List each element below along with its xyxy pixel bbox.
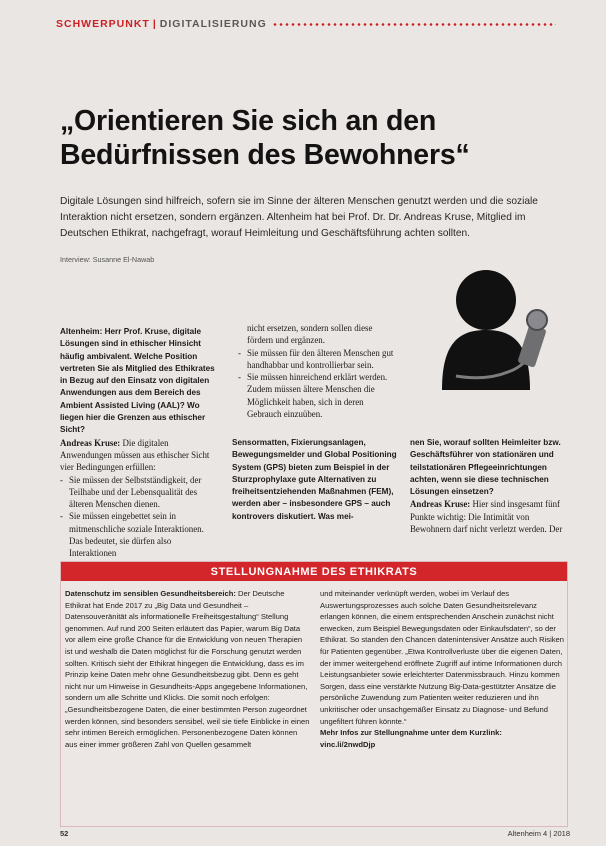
info-box-left-text: Der Deutsche Ethikrat hat Ende 2017 zu „Big Data und Gesundheit – Datensouveränität als informationelle Freiheitsgestaltung“ Stellung genommen. Auf rund 200 Seiten erläutert das Papier, warum Big Data vor allem eine große Chance für die Entwicklung von neuen Therapien ist und weshalb die Daten möglichst für die Forschung genutzt werden sollten. Kritisch sieht der Ethikrat hingegen die Entwicklung, dass es im Prinzip keine Daten mehr ohne Gesundheitsbezug gibt. Denn es geht nicht nur um Hinweise in Gesundheits-Apps angegebene Informationen, sondern um alle Schritte und Klicks. Die somit noch erfolgen: „Gesundheitsbezogene Daten, die einer bestimmten Person zugeordnet werden können, sind besonders sensibel, weil sie tiefe Einblicke in einen sehr intimen Bereich ermöglichen. Personenbezogene Daten können aus einer immer größeren Zahl von Quellen gesammelt (65, 589, 310, 749)
answer-1-list (60, 474, 218, 560)
answer-1-list-continued (238, 347, 398, 421)
section-separator: | (152, 18, 157, 30)
info-box-right-text: und miteinander verknüpft werden, wobei im Verlauf des Auswertungsprozesses auch solche Daten Gesundheitsrelevanz erlangen können, die einem entsprechenden Anschein zunächst nicht erwecken, zum Beispiel Bewegungsdaten oder Einkaufsdaten“, so der Ethikrat. So standen den Chancen datenintensiver Ansätze auch Risiken für Patienten gegenüber. „Etwa Kontrollverluste über die eigenen Daten, der immer weitergehend eröffnete Zugriff auf intime Informationen durch Leistungsanbieter sowie erleichterter Datenmissbrauch. Hinzu kommen Sorgen, dass eine verstärkte Nutzung Big-Data-gestützter Ansätze die persönliche Zuwendung zum Patienten weiter reduzieren und ihn unkritischer oder unsachgemäßer Einsatz zu Diagnose- und Befund ungefiltert führen könnte.“ (320, 589, 564, 726)
question-2-continued: nen Sie, worauf sollten Heimleiter bzw. Geschäftsführer von stationären und teilstationären Pflegeeinrichtungen achten, wenn sie diese technischen Lösungen einsetzen? (410, 438, 561, 497)
interviewee-silhouette-icon (428, 262, 564, 392)
section-kicker: SCHWERPUNKT (56, 18, 150, 30)
info-box-lead: Datenschutz im sensiblen Gesundheitsbereich: (65, 589, 236, 598)
page-footer (60, 829, 570, 841)
interview-column-3 (232, 437, 398, 523)
section-header (56, 14, 556, 34)
info-box (60, 561, 568, 827)
list-item: - Sie müssen eingebettet sein in mitmenschliche soziale Interaktionen. Das bedeutet, sie dürfen also Interaktionen (60, 510, 218, 559)
info-box-more: Mehr Infos zur Stellungnahme unter dem Kurzlink: (320, 728, 502, 738)
answer-2-text: Hier sind insgesamt fünf Punkte wichtig: Die Intimität von Bewohnern darf nicht verletzt werden. Der (410, 499, 563, 535)
info-box-right-column (320, 588, 565, 750)
magazine-issue: Altenheim 4 | 2018 (507, 829, 570, 838)
article-lead: Digitale Lösungen sind hilfreich, sofern sie im Sinne der älteren Menschen genutzt werden und die soziale Interaktion nicht ersetzen, sondern ergänzen. Altenheim hat bei Prof. Dr. Dr. Andreas Kruse, Mitglied im Deutschen Ethikrat, nachgefragt, worauf Heimleitung und Geschäftsführung achten sollten. (60, 196, 538, 240)
interview-column-4 (410, 437, 572, 535)
answer-1 (60, 437, 218, 474)
interview-column-2 (238, 322, 398, 420)
section-subtitle: DIGITALISIERUNG (159, 18, 267, 30)
article-headline: „Orientieren Sie sich an den Bedürfnissen des Bewohners“ (60, 105, 470, 171)
answer-1-continued: nicht ersetzen, sondern sollen diese fördern und ergänzen. (247, 323, 373, 346)
info-box-link[interactable]: vinc.li/2nwdDjp (320, 739, 376, 749)
answer-1-text: Die digitalen Anwendungen müssen aus ethischer Sicht vier Bedingungen erfüllen: (60, 437, 210, 473)
interview-column-1 (60, 326, 218, 560)
list-item: - Sie müssen der Selbstständigkeit, der Teilhabe und der Lebensqualität des älteren Menschen dienen. (60, 474, 218, 511)
article-byline: Interview: Susanne El-Nawab (60, 255, 155, 264)
info-box-left-column (65, 588, 310, 750)
question-1: Altenheim: Herr Prof. Kruse, digitale Lösungen sind in ethischer Hinsicht häufig ambivalent. Welche Position vertreten Sie als Mitglied des Ethikrates in Bezug auf den Einsatz von digitalen Anwendungen aus dem Bereich des Ambient Assisted Living (AAL)? Wo liegen hier die Grenzen aus ethischer Sicht? (60, 327, 215, 435)
answer-2-speaker: Andreas Kruse: (410, 499, 471, 510)
answer-2 (410, 498, 572, 535)
list-item: - Sie müssen für den älteren Menschen gut handhabbar und kontrollierbar sein. (238, 347, 398, 372)
answer-1-speaker: Andreas Kruse: (60, 437, 121, 448)
list-item: - Sie müssen hinreichend erklärt werden. Zudem müssen ältere Menschen die Möglichkeit haben, sich in deren Gebrauch einzuüben. (238, 371, 398, 420)
question-2: Sensormatten, Fixierungsanlagen, Bewegungsmelder und Global Positioning System (GPS) bieten zum Beispiel in der Sturzprophylaxe gute Alternativen zu freiheitsentziehenden Maßnahmen (FEM), werden aber – insbesondere GPS – auch kontrovers diskutiert. Was mei- (232, 438, 397, 521)
info-box-title: STELLUNGNAHME DES ETHIKRATS (61, 562, 567, 581)
page-number: 52 (60, 829, 69, 838)
dotted-rule (272, 23, 556, 26)
